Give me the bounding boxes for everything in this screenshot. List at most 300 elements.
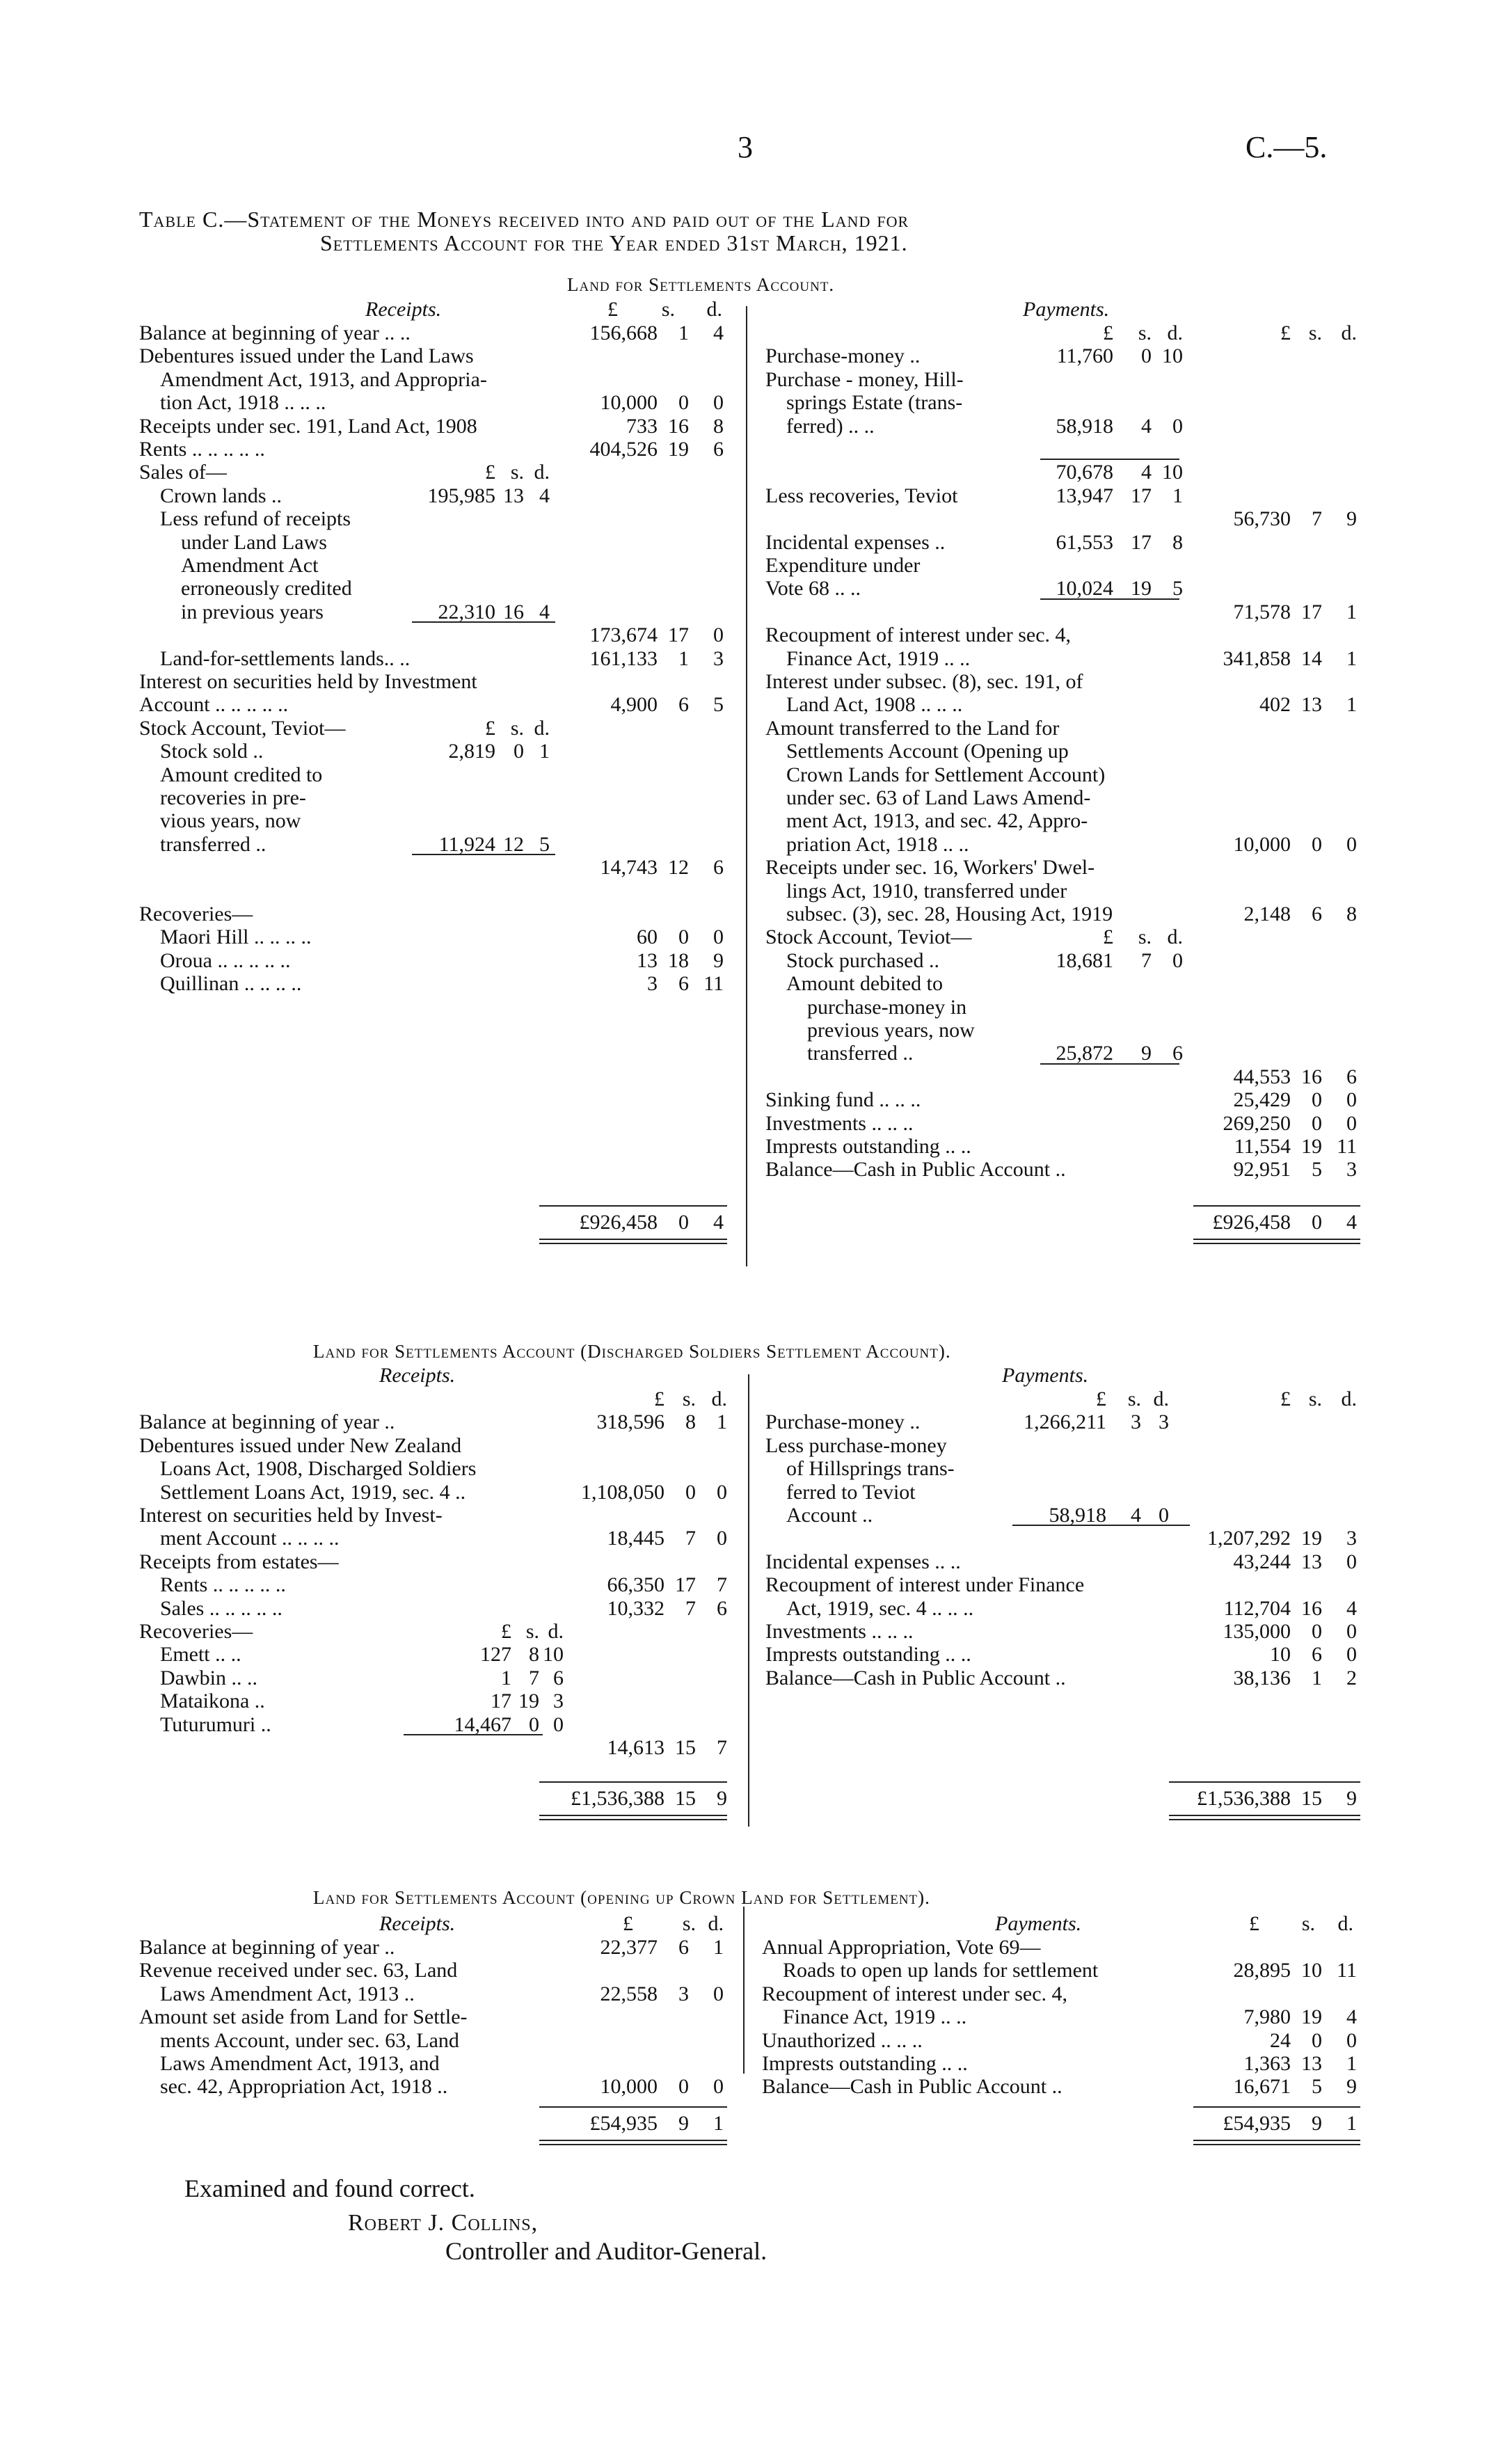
payments-heading: Payments. xyxy=(1002,1364,1089,1387)
receipt-row-amount-pence: 0 xyxy=(717,1480,727,1504)
payment-row-subamount-pence: 10 xyxy=(1162,344,1183,368)
payment-row-label: priation Act, 1918 .. .. xyxy=(786,832,969,856)
receipt-row-amount-pence: 11 xyxy=(703,972,724,996)
table-title-line2: Settlements Account for the Year ended 31st March, 1921. xyxy=(320,230,908,255)
payment-row-amount-pence: 8 xyxy=(1346,903,1357,925)
receipt-row-label: Maori Hill .. .. .. .. xyxy=(160,925,312,949)
column-divider xyxy=(748,1374,749,1827)
receipt-row-label: Mataikona .. xyxy=(160,1689,265,1713)
total-rule xyxy=(1193,2106,1360,2108)
receipt-row-amount-pence: 7 xyxy=(717,1573,727,1597)
receipt-row-amount-shillings: 0 xyxy=(678,391,689,415)
currency-pence: d. xyxy=(706,298,722,321)
total-double-rule xyxy=(1193,2140,1360,2145)
receipt-row-amount-pence: 4 xyxy=(713,321,724,344)
receipt-row-subamount-pounds: £ xyxy=(501,1620,511,1643)
receipt-row-label: Account .. .. .. .. .. xyxy=(139,693,289,717)
currency-pounds: £ xyxy=(607,298,618,321)
receipts-total-pounds: £926,458 xyxy=(579,1211,658,1234)
payment-row-amount-pounds: 10,000 xyxy=(1233,832,1291,856)
receipt-row-label: Amendment Act, 1913, and Appropria- xyxy=(160,367,487,391)
subtotal-rule xyxy=(1012,1525,1190,1526)
receipt-row-amount-pounds: 13 xyxy=(637,948,658,972)
subtotal-rule xyxy=(1040,459,1179,460)
payment-row-label: Unauthorized .. .. .. xyxy=(762,2028,923,2052)
payment-row-amount-pence: 11 xyxy=(1337,1959,1357,1982)
receipt-row-amount-pence: 6 xyxy=(717,1596,727,1620)
payment-row-label: Investments .. .. .. xyxy=(765,1111,914,1135)
receipt-row-subamount-pence: d. xyxy=(534,716,550,740)
payment-row-label: Balance—Cash in Public Account .. xyxy=(765,1666,1066,1689)
payment-row-label: Amount transferred to the Land for xyxy=(765,716,1060,740)
payment-row-amount-shillings: 13 xyxy=(1301,693,1322,717)
table-title-line1: Table C.—Statement of the Moneys received into and paid out of the Land for xyxy=(139,207,909,232)
payment-row-subamount-shillings: 4 xyxy=(1141,414,1152,438)
currency-shillings: s. xyxy=(682,1912,696,1935)
payment-row-label: ferred to Teviot xyxy=(786,1480,916,1504)
payment-row-subamount-pounds: 1,266,211 xyxy=(1024,1410,1106,1434)
payment-row-amount-pence: d. xyxy=(1341,1387,1357,1410)
receipt-row-amount-pence: 0 xyxy=(713,925,724,949)
payment-row-subamount-pounds: 70,678 xyxy=(1056,461,1113,484)
receipt-row-subamount-pence: 0 xyxy=(553,1712,564,1736)
payment-row-amount-pounds: 25,429 xyxy=(1233,1088,1291,1112)
receipt-row-label: Dawbin .. .. xyxy=(160,1666,257,1689)
payment-row-subamount-pence: 3 xyxy=(1159,1410,1169,1434)
total-double-rule xyxy=(1169,1815,1360,1820)
payment-row-label: Recoupment of interest under Finance xyxy=(765,1573,1085,1597)
receipt-row-amount-pounds: 4,900 xyxy=(610,693,658,717)
payment-row-label: purchase-money in xyxy=(807,995,967,1019)
total-double-rule xyxy=(539,2140,727,2145)
payment-row-label: Interest under subsec. (8), sec. 191, of xyxy=(765,670,1083,693)
receipt-row-amount-shillings: 6 xyxy=(678,693,689,717)
receipt-row-amount-pence: 0 xyxy=(713,2075,724,2099)
payment-row-label: Account .. xyxy=(786,1504,873,1527)
payments-heading: Payments. xyxy=(995,1912,1082,1935)
payment-row-subamount-pence: d. xyxy=(1167,321,1183,344)
payment-row-subamount-pence: 10 xyxy=(1162,461,1183,484)
payment-row-amount-pence: 9 xyxy=(1346,507,1357,531)
receipt-row-label: Stock Account, Teviot— xyxy=(139,716,346,740)
receipt-row-subamount-pounds: 11,924 xyxy=(438,832,495,856)
receipts-total-shillings: 9 xyxy=(678,2112,689,2135)
payment-row-label: Vote 68 .. .. xyxy=(765,577,861,601)
payment-row-label: Balance—Cash in Public Account .. xyxy=(765,1158,1066,1182)
receipt-row-label: under Land Laws xyxy=(181,530,327,554)
payment-row-subamount-pence: 0 xyxy=(1159,1504,1169,1527)
receipt-row-subamount-pence: 4 xyxy=(539,484,550,507)
payment-row-amount-pence: 4 xyxy=(1346,1596,1357,1620)
payment-row-amount-shillings: 19 xyxy=(1301,1135,1322,1158)
receipt-row-amount-shillings: 17 xyxy=(668,623,689,647)
payment-row-amount-shillings: 19 xyxy=(1301,2005,1322,2029)
receipt-row-subamount-pounds: £ xyxy=(485,461,495,484)
receipt-row-subamount-pence: d. xyxy=(548,1620,564,1643)
receipt-row-amount-pounds: 22,377 xyxy=(600,1936,658,1959)
receipt-row-amount-pounds: £ xyxy=(654,1387,665,1410)
account-title: Land for Settlements Account (opening up Crown Land for Settlement). xyxy=(313,1887,930,1908)
payment-row-label: Recoupment of interest under sec. 4, xyxy=(762,1982,1068,2005)
payment-row-amount-pounds: 43,244 xyxy=(1233,1550,1291,1573)
subtotal-rule xyxy=(412,621,555,623)
receipt-row-subamount-pounds: 1 xyxy=(501,1666,511,1689)
subtotal-rule xyxy=(1040,1063,1179,1065)
payment-row-amount-shillings: 5 xyxy=(1312,1158,1322,1182)
payment-row-subamount-pounds: £ xyxy=(1096,1387,1106,1410)
payment-row-amount-shillings: 16 xyxy=(1301,1065,1322,1088)
receipt-row-amount-pounds: 10,000 xyxy=(600,391,658,415)
payment-row-label: Stock Account, Teviot— xyxy=(765,925,972,949)
receipt-row-subamount-pounds: 14,467 xyxy=(454,1712,511,1736)
receipt-row-amount-pounds: 173,674 xyxy=(589,623,658,647)
receipt-row-amount-shillings: 18 xyxy=(668,948,689,972)
payment-row-subamount-pence: 5 xyxy=(1172,577,1183,601)
payment-row-subamount-shillings: 9 xyxy=(1141,1042,1152,1065)
payment-row-subamount-pounds: 11,760 xyxy=(1056,344,1113,368)
receipt-row-label: sec. 42, Appropriation Act, 1918 .. xyxy=(160,2075,448,2099)
receipt-row-amount-pence: 0 xyxy=(713,623,724,647)
receipt-row-subamount-pence: 4 xyxy=(539,600,550,623)
payment-row-amount-shillings: 13 xyxy=(1301,1550,1322,1573)
payment-row-label: Sinking fund .. .. .. xyxy=(765,1088,921,1112)
receipt-row-amount-pence: 0 xyxy=(713,1982,724,2005)
payments-total-pence: 9 xyxy=(1346,1787,1357,1810)
payment-row-amount-shillings: 10 xyxy=(1301,1959,1322,1982)
payment-row-amount-pence: 1 xyxy=(1346,2052,1357,2075)
receipt-row-amount-pence: 3 xyxy=(713,646,724,670)
payment-row-subamount-pence: 0 xyxy=(1172,948,1183,972)
receipt-row-label: Crown lands .. xyxy=(160,484,282,507)
receipt-row-amount-pounds: 60 xyxy=(637,925,658,949)
payment-row-subamount-shillings: s. xyxy=(1127,1387,1141,1410)
payment-row-amount-pence: 4 xyxy=(1346,2005,1357,2029)
receipt-row-subamount-shillings: 16 xyxy=(503,600,524,623)
payment-row-subamount-shillings: s. xyxy=(1138,925,1152,949)
receipt-row-amount-pence: 0 xyxy=(717,1527,727,1550)
receipt-row-amount-pence: 7 xyxy=(717,1736,727,1759)
payment-row-label: Roads to open up lands for settlement xyxy=(783,1959,1099,1982)
total-rule xyxy=(539,1781,727,1783)
receipt-row-label: erroneously credited xyxy=(181,577,352,601)
receipt-row-subamount-pence: 3 xyxy=(553,1689,564,1713)
payment-row-label: Purchase-money .. xyxy=(765,344,921,368)
payment-row-label: Stock purchased .. xyxy=(786,948,939,972)
column-divider xyxy=(743,1907,745,2074)
receipt-row-amount-pounds: 318,596 xyxy=(596,1410,665,1434)
payment-row-amount-pence: 0 xyxy=(1346,1088,1357,1112)
receipt-row-amount-pounds: 1,108,050 xyxy=(581,1480,665,1504)
payment-row-subamount-shillings: 19 xyxy=(1131,577,1152,601)
receipts-total-pence: 4 xyxy=(713,1211,724,1234)
receipt-row-subamount-pounds: 17 xyxy=(491,1689,511,1713)
payment-row-subamount-pounds: 18,681 xyxy=(1056,948,1113,972)
receipt-row-amount-shillings: s. xyxy=(682,1387,696,1410)
receipt-row-label: Receipts under sec. 191, Land Act, 1908 xyxy=(139,414,477,438)
payment-row-amount-pounds: 269,250 xyxy=(1223,1111,1291,1135)
receipts-total-shillings: 15 xyxy=(675,1787,696,1810)
payment-row-label: Expenditure under xyxy=(765,554,921,577)
receipt-row-amount-pence: 6 xyxy=(713,856,724,880)
total-double-rule xyxy=(539,1239,727,1244)
payment-row-label: Crown Lands for Settlement Account) xyxy=(786,763,1106,786)
receipt-row-subamount-pence: 1 xyxy=(539,740,550,763)
payment-row-label: of Hillsprings trans- xyxy=(786,1457,955,1481)
payment-row-amount-pounds: 1,363 xyxy=(1243,2052,1291,2075)
payment-row-amount-pounds: 341,858 xyxy=(1223,646,1291,670)
receipt-row-subamount-shillings: 7 xyxy=(529,1666,539,1689)
payment-row-subamount-shillings: 4 xyxy=(1141,461,1152,484)
payment-row-amount-shillings: s. xyxy=(1308,1387,1322,1410)
payment-row-amount-pounds: 44,553 xyxy=(1233,1065,1291,1088)
payment-row-label: Imprests outstanding .. .. xyxy=(762,2052,968,2075)
payment-row-label: under sec. 63 of Land Laws Amend- xyxy=(786,786,1091,809)
payment-row-label: transferred .. xyxy=(807,1042,914,1065)
payment-row-amount-shillings: 14 xyxy=(1301,646,1322,670)
receipt-row-amount-pence: d. xyxy=(711,1387,727,1410)
receipt-row-amount-shillings: 6 xyxy=(678,1936,689,1959)
payment-row-amount-pounds: 1,207,292 xyxy=(1207,1527,1291,1550)
receipt-row-amount-pounds: 404,526 xyxy=(589,438,658,461)
receipt-row-amount-shillings: 19 xyxy=(668,438,689,461)
payment-row-subamount-shillings: 3 xyxy=(1131,1410,1141,1434)
receipt-row-subamount-pounds: 127 xyxy=(480,1643,511,1667)
payment-row-subamount-pounds: 10,024 xyxy=(1056,577,1113,601)
receipts-total-pence: 1 xyxy=(713,2112,724,2135)
receipt-row-label: vious years, now xyxy=(160,809,301,833)
payment-row-subamount-shillings: s. xyxy=(1138,321,1152,344)
payment-row-label: Land Act, 1908 .. .. .. xyxy=(786,693,963,717)
receipt-row-label: ment Account .. .. .. .. xyxy=(160,1527,340,1550)
payment-row-amount-pounds: £ xyxy=(1280,1387,1291,1410)
receipt-row-subamount-pence: 5 xyxy=(539,832,550,856)
currency-pence: d. xyxy=(1337,1912,1353,1935)
payment-row-amount-pounds: 56,730 xyxy=(1233,507,1291,531)
receipt-row-label: tion Act, 1918 .. .. .. xyxy=(160,391,326,415)
receipt-row-label: Balance at beginning of year .. xyxy=(139,1936,395,1959)
payment-row-label: springs Estate (trans- xyxy=(786,391,963,415)
payment-row-label: Recoupment of interest under sec. 4, xyxy=(765,623,1072,647)
payment-row-label: Imprests outstanding .. .. xyxy=(765,1135,971,1158)
receipt-row-subamount-pounds: 2,819 xyxy=(448,740,495,763)
receipt-row-label: Laws Amendment Act, 1913, and xyxy=(160,2052,440,2075)
total-rule xyxy=(1193,1205,1360,1207)
receipt-row-amount-shillings: 8 xyxy=(685,1410,696,1434)
receipt-row-amount-pence: 1 xyxy=(713,1936,724,1959)
payment-row-label: Imprests outstanding .. .. xyxy=(765,1643,971,1667)
payment-row-label: Act, 1919, sec. 4 .. .. .. xyxy=(786,1596,974,1620)
payment-row-subamount-pence: 0 xyxy=(1172,414,1183,438)
payment-row-amount-pence: 0 xyxy=(1346,1620,1357,1643)
payment-row-amount-pounds: 71,578 xyxy=(1233,600,1291,623)
receipt-row-subamount-shillings: 0 xyxy=(514,740,524,763)
payments-total-pounds: £1,536,388 xyxy=(1197,1787,1291,1810)
receipts-heading: Receipts. xyxy=(365,298,442,321)
receipt-row-amount-shillings: 1 xyxy=(678,321,689,344)
receipt-row-amount-shillings: 0 xyxy=(678,925,689,949)
receipt-row-label: Land-for-settlements lands.. .. xyxy=(160,646,411,670)
payment-row-label: Less recoveries, Teviot xyxy=(765,484,958,507)
receipt-row-label: Amendment Act xyxy=(181,554,319,577)
receipt-row-label: Debentures issued under New Zealand xyxy=(139,1433,462,1457)
payment-row-label: subsec. (3), sec. 28, Housing Act, 1919 xyxy=(786,903,1113,925)
receipt-row-amount-pounds: 733 xyxy=(626,414,658,438)
payment-row-amount-shillings: 7 xyxy=(1312,507,1322,531)
currency-pence: d. xyxy=(708,1912,724,1935)
receipt-row-amount-pence: 5 xyxy=(713,693,724,717)
payment-row-subamount-pounds: 61,553 xyxy=(1056,530,1113,554)
auditor-name: Robert J. Collins, xyxy=(348,2210,539,2236)
payment-row-subamount-pence: 6 xyxy=(1172,1042,1183,1065)
receipt-row-subamount-shillings: s. xyxy=(510,716,524,740)
receipt-row-amount-pounds: 161,133 xyxy=(589,646,658,670)
receipt-row-label: Tuturumuri .. xyxy=(160,1712,271,1736)
account-title: Land for Settlements Account (Discharged Soldiers Settlement Account). xyxy=(313,1341,951,1362)
receipt-row-label: Receipts from estates— xyxy=(139,1550,339,1573)
receipt-row-label: ments Account, under sec. 63, Land xyxy=(160,2028,459,2052)
receipt-row-amount-pence: 1 xyxy=(717,1410,727,1434)
total-rule xyxy=(539,1205,727,1207)
receipt-row-amount-pounds: 14,743 xyxy=(600,856,658,880)
currency-shillings: s. xyxy=(1301,1912,1315,1935)
payment-row-amount-shillings: 1 xyxy=(1312,1666,1322,1689)
payment-row-amount-pounds: 11,554 xyxy=(1234,1135,1291,1158)
payment-row-label: Purchase - money, Hill- xyxy=(765,367,964,391)
receipt-row-subamount-pounds: 195,985 xyxy=(427,484,495,507)
receipt-row-label: recoveries in pre- xyxy=(160,786,306,809)
receipt-row-label: Loans Act, 1908, Discharged Soldiers xyxy=(160,1457,477,1481)
payment-row-label: Annual Appropriation, Vote 69— xyxy=(762,1936,1041,1959)
receipt-row-amount-pence: 6 xyxy=(713,438,724,461)
receipt-row-amount-pounds: 3 xyxy=(647,972,658,996)
receipt-row-label: Recoveries— xyxy=(139,1620,253,1643)
payment-row-label: Finance Act, 1919 .. .. xyxy=(783,2005,967,2029)
column-divider xyxy=(746,306,747,1266)
auditor-office: Controller and Auditor-General. xyxy=(445,2237,767,2265)
receipt-row-subamount-pence: 6 xyxy=(553,1666,564,1689)
payment-row-amount-pence: 1 xyxy=(1346,646,1357,670)
receipt-row-subamount-pounds: £ xyxy=(485,716,495,740)
payment-row-amount-shillings: 6 xyxy=(1312,903,1322,925)
receipt-row-amount-shillings: 17 xyxy=(675,1573,696,1597)
payments-total-shillings: 15 xyxy=(1301,1787,1322,1810)
payment-row-amount-pounds: 2,148 xyxy=(1243,903,1291,925)
receipt-row-label: Emett .. .. xyxy=(160,1643,241,1667)
payment-row-subamount-pounds: 13,947 xyxy=(1056,484,1113,507)
receipt-row-amount-pence: 9 xyxy=(713,948,724,972)
payment-row-label: Settlements Account (Opening up xyxy=(786,740,1069,763)
receipt-row-amount-shillings: 12 xyxy=(668,856,689,880)
receipt-row-label: Settlement Loans Act, 1919, sec. 4 .. xyxy=(160,1480,466,1504)
payments-heading: Payments. xyxy=(1023,298,1110,321)
receipt-row-amount-shillings: 6 xyxy=(678,972,689,996)
receipt-row-subamount-shillings: 0 xyxy=(529,1712,539,1736)
receipt-row-amount-pounds: 22,558 xyxy=(600,1982,658,2005)
payment-row-label: ferred) .. .. xyxy=(786,414,875,438)
currency-pounds: £ xyxy=(623,1912,633,1935)
currency-shillings: s. xyxy=(661,298,675,321)
payment-row-label: Receipts under sec. 16, Workers' Dwel- xyxy=(765,856,1095,880)
payment-row-subamount-shillings: 17 xyxy=(1131,530,1152,554)
payment-row-amount-pounds: 402 xyxy=(1259,693,1291,717)
payment-row-label: Balance—Cash in Public Account .. xyxy=(762,2075,1063,2099)
receipt-row-label: Sales of— xyxy=(139,461,227,484)
receipt-row-amount-pounds: 18,445 xyxy=(607,1527,665,1550)
receipt-row-label: in previous years xyxy=(181,600,324,623)
payment-row-amount-shillings: 0 xyxy=(1312,1088,1322,1112)
receipt-row-subamount-shillings: s. xyxy=(525,1620,539,1643)
receipt-row-label: Interest on securities held by Invest- xyxy=(139,1504,443,1527)
receipt-row-amount-shillings: 7 xyxy=(685,1596,696,1620)
receipt-row-amount-shillings: 3 xyxy=(678,1982,689,2005)
account-title: Land for Settlements Account. xyxy=(567,274,835,295)
receipt-row-subamount-shillings: 19 xyxy=(518,1689,539,1713)
subtotal-rule xyxy=(404,1734,543,1735)
payment-row-amount-pounds: 112,704 xyxy=(1223,1596,1291,1620)
payment-row-amount-shillings: 0 xyxy=(1312,2028,1322,2052)
payment-row-label: Amount debited to xyxy=(786,972,943,996)
payment-row-subamount-pounds: 25,872 xyxy=(1056,1042,1113,1065)
receipt-row-label: Recoveries— xyxy=(139,903,253,925)
total-rule xyxy=(1169,1781,1360,1783)
payment-row-label: lings Act, 1910, transferred under xyxy=(786,879,1067,903)
payment-row-amount-pence: 2 xyxy=(1346,1666,1357,1689)
payment-row-label: Incidental expenses .. .. xyxy=(765,1550,961,1573)
payment-row-label: Incidental expenses .. xyxy=(765,530,946,554)
payment-row-amount-shillings: s. xyxy=(1308,321,1322,344)
payment-row-amount-pence: 0 xyxy=(1346,1643,1357,1667)
payments-total-pence: 4 xyxy=(1346,1211,1357,1234)
payment-row-subamount-pounds: £ xyxy=(1103,925,1113,949)
payment-row-amount-shillings: 19 xyxy=(1301,1527,1322,1550)
receipt-row-label: Less refund of receipts xyxy=(160,507,351,531)
payment-row-label: previous years, now xyxy=(807,1019,975,1042)
payment-row-amount-pounds: 38,136 xyxy=(1233,1666,1291,1689)
payment-row-amount-pence: 6 xyxy=(1346,1065,1357,1088)
payment-row-amount-pounds: 16,671 xyxy=(1233,2075,1291,2099)
receipt-row-label: Balance at beginning of year .. .. xyxy=(139,321,411,344)
payment-row-amount-pence: d. xyxy=(1341,321,1357,344)
payment-row-amount-shillings: 13 xyxy=(1301,2052,1322,2075)
receipt-row-amount-shillings: 1 xyxy=(678,646,689,670)
payment-row-amount-pence: 9 xyxy=(1346,2075,1357,2099)
payment-row-amount-pence: 3 xyxy=(1346,1527,1357,1550)
document-reference: C.—5. xyxy=(1246,130,1328,164)
receipt-row-subamount-shillings: s. xyxy=(510,461,524,484)
receipt-row-label: Sales .. .. .. .. .. xyxy=(160,1596,282,1620)
payment-row-amount-shillings: 17 xyxy=(1301,600,1322,623)
receipt-row-amount-pence: 8 xyxy=(713,414,724,438)
payment-row-amount-pence: 0 xyxy=(1346,1550,1357,1573)
payment-row-amount-pence: 1 xyxy=(1346,693,1357,717)
payment-row-subamount-shillings: 7 xyxy=(1141,948,1152,972)
payment-row-subamount-shillings: 0 xyxy=(1141,344,1152,368)
receipt-row-amount-pounds: 10,000 xyxy=(600,2075,658,2099)
receipt-row-label: Laws Amendment Act, 1913 .. xyxy=(160,1982,415,2005)
payment-row-subamount-shillings: 17 xyxy=(1131,484,1152,507)
payment-row-subamount-pence: d. xyxy=(1167,925,1183,949)
receipt-row-label: Rents .. .. .. .. .. xyxy=(139,438,265,461)
total-rule xyxy=(539,2106,727,2108)
receipt-row-subamount-pence: 10 xyxy=(543,1643,564,1667)
examined-note: Examined and found correct. xyxy=(184,2174,475,2202)
total-double-rule xyxy=(1193,1239,1360,1244)
receipt-row-subamount-shillings: 8 xyxy=(529,1643,539,1667)
payment-row-amount-pence: 0 xyxy=(1346,832,1357,856)
receipt-row-amount-shillings: 7 xyxy=(685,1527,696,1550)
receipt-row-amount-pence: 0 xyxy=(713,391,724,415)
payments-total-shillings: 9 xyxy=(1312,2112,1322,2135)
